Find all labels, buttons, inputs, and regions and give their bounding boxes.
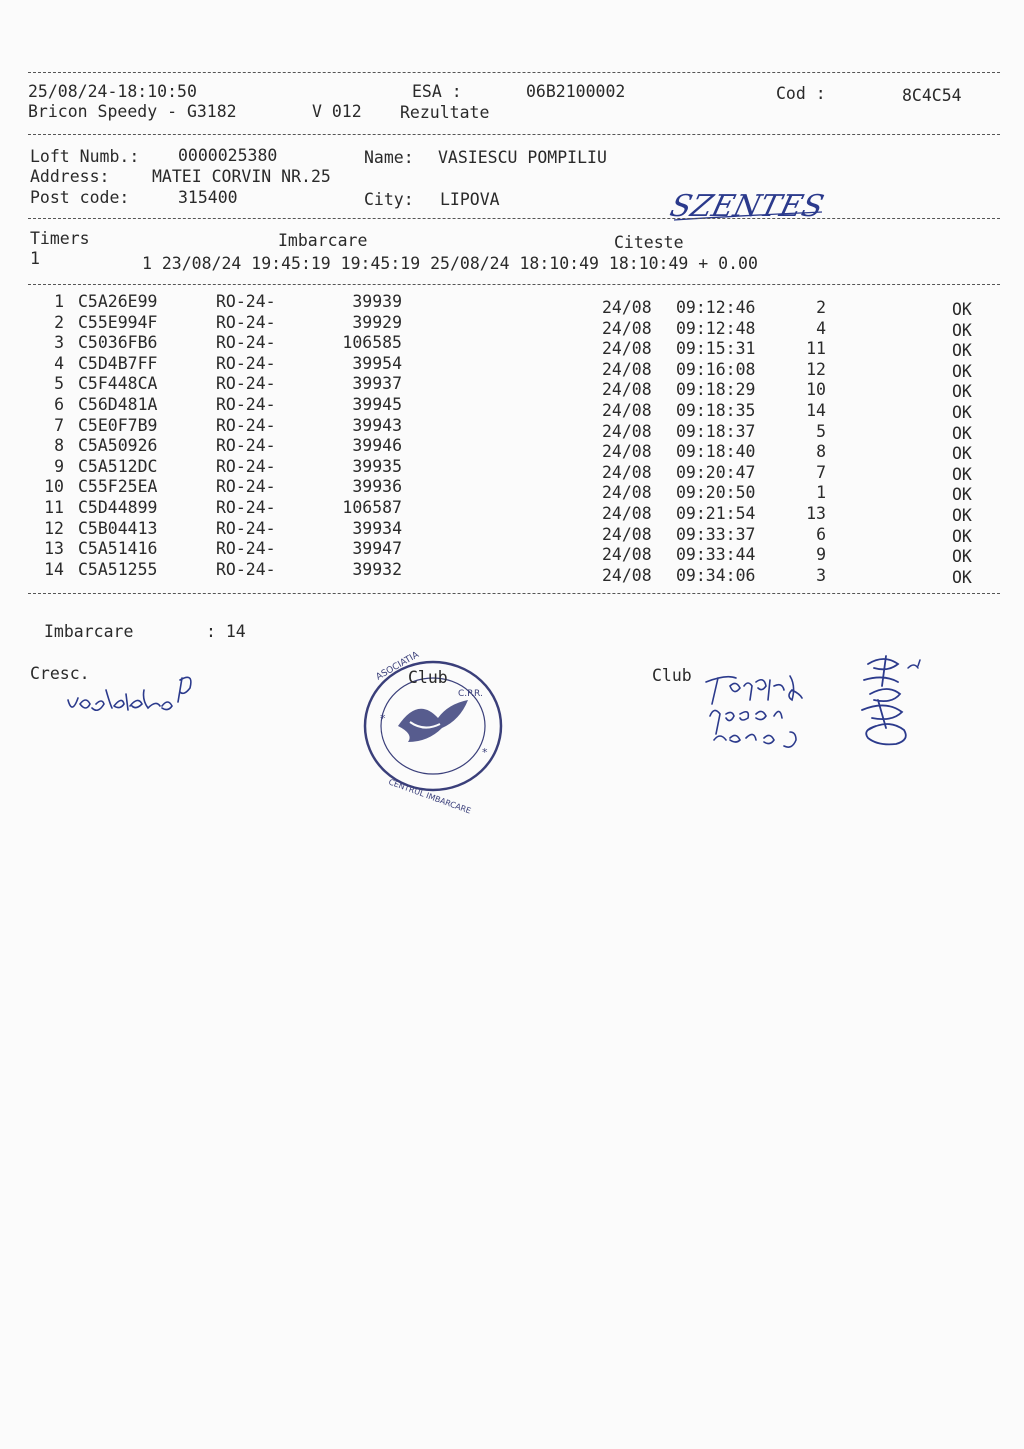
timers-imbarcare-label: Imbarcare (278, 231, 368, 250)
position: 10 (806, 380, 826, 399)
ring-code: C5D4B7FF (78, 354, 158, 373)
arrival-date: 24/08 (602, 339, 652, 358)
ring-code: C5A50926 (78, 436, 158, 455)
row-index: 4 (54, 354, 64, 373)
svg-text:CENTRUL IMBARCARE: CENTRUL IMBARCARE (387, 777, 473, 816)
status: OK (952, 300, 972, 319)
timer-index: 1 (30, 249, 40, 268)
postcode-value: 315400 (178, 188, 238, 207)
ring-country: RO-24- (216, 477, 276, 496)
ring-country: RO-24- (216, 313, 276, 332)
row-index: 10 (44, 477, 64, 496)
table-row (0, 292, 1024, 319)
ring-number: 39935 (352, 457, 402, 476)
ring-code: C56D481A (78, 395, 158, 414)
row-index: 7 (54, 416, 64, 435)
ring-code: C5F448CA (78, 374, 158, 393)
table-row (0, 313, 1024, 340)
row-index: 13 (44, 539, 64, 558)
ring-number: 39934 (352, 519, 402, 538)
ring-number: 39939 (352, 292, 402, 311)
row-index: 3 (54, 333, 64, 352)
ring-country: RO-24- (216, 519, 276, 538)
device-name: Bricon Speedy - G3182 (28, 102, 237, 121)
position: 8 (816, 442, 826, 461)
loft-number-value: 0000025380 (178, 146, 278, 165)
cresc-label: Cresc. (30, 664, 90, 683)
ring-number: 39937 (352, 374, 402, 393)
table-row (0, 560, 1024, 587)
cod-value: 8C4C54 (902, 86, 962, 105)
arrival-date: 24/08 (602, 483, 652, 502)
arrival-time: 09:15:31 (676, 339, 756, 358)
ring-number: 39946 (352, 436, 402, 455)
status: OK (952, 341, 972, 360)
ring-country: RO-24- (216, 395, 276, 414)
ring-number: 106585 (342, 333, 402, 352)
position: 2 (816, 298, 826, 317)
svg-text:*: * (482, 746, 488, 759)
arrival-date: 24/08 (602, 566, 652, 585)
device-version: V 012 (312, 102, 362, 121)
arrival-date: 24/08 (602, 525, 652, 544)
arrival-time: 09:33:44 (676, 545, 756, 564)
status: OK (952, 465, 972, 484)
arrival-time: 09:18:37 (676, 422, 756, 441)
arrival-date: 24/08 (602, 298, 652, 317)
arrival-time: 09:21:54 (676, 504, 756, 523)
arrival-time: 09:34:06 (676, 566, 756, 585)
status: OK (952, 444, 972, 463)
ring-code: C5E0F7B9 (78, 416, 158, 435)
ring-code: C5B04413 (78, 519, 158, 538)
ring-country: RO-24- (216, 498, 276, 517)
esa-label: ESA : (412, 82, 462, 101)
separator-line (28, 72, 1000, 73)
name-value: VASIESCU POMPILIU (438, 148, 607, 167)
svg-text:SZENTES: SZENTES (666, 189, 828, 224)
ring-country: RO-24- (216, 374, 276, 393)
status: OK (952, 506, 972, 525)
city-label: City: (364, 190, 414, 209)
report-type: Rezultate (400, 103, 490, 122)
club-signature-handwriting (700, 656, 840, 760)
name-label: Name: (364, 148, 414, 167)
status: OK (952, 568, 972, 587)
row-index: 6 (54, 395, 64, 414)
arrival-date: 24/08 (602, 545, 652, 564)
esa-value: 06B2100002 (526, 82, 626, 101)
arrival-time: 09:18:40 (676, 442, 756, 461)
table-row (0, 354, 1024, 381)
address-label: Address: (30, 167, 110, 186)
postcode-label: Post code: (30, 188, 130, 207)
status: OK (952, 382, 972, 401)
separator-line (28, 218, 1000, 219)
table-row (0, 498, 1024, 525)
status: OK (952, 321, 972, 340)
table-row (0, 539, 1024, 566)
position: 14 (806, 401, 826, 420)
status: OK (952, 527, 972, 546)
header-timestamp: 25/08/24-18:10:50 (28, 82, 197, 101)
ring-number: 39943 (352, 416, 402, 435)
svg-text:ASOCIATIA: ASOCIATIA (374, 650, 421, 683)
city-value: LIPOVA (440, 190, 500, 209)
table-row (0, 374, 1024, 401)
status: OK (952, 547, 972, 566)
separator-line (28, 284, 1000, 285)
arrival-date: 24/08 (602, 319, 652, 338)
row-index: 1 (54, 292, 64, 311)
svg-text:C.P.R.: C.P.R. (458, 689, 483, 699)
position: 1 (816, 483, 826, 502)
ring-code: C55F25EA (78, 477, 158, 496)
position: 5 (816, 422, 826, 441)
arrival-time: 09:12:46 (676, 298, 756, 317)
table-row (0, 416, 1024, 443)
timer-line: 1 23/08/24 19:45:19 19:45:19 25/08/24 18:10:49 18:10:49 + 0.00 (142, 254, 758, 273)
position: 7 (816, 463, 826, 482)
arrival-date: 24/08 (602, 360, 652, 379)
ring-country: RO-24- (216, 292, 276, 311)
arrival-time: 09:20:50 (676, 483, 756, 502)
arrival-date: 24/08 (602, 504, 652, 523)
arrival-date: 24/08 (602, 401, 652, 420)
position: 12 (806, 360, 826, 379)
ring-number: 106587 (342, 498, 402, 517)
position: 13 (806, 504, 826, 523)
ring-country: RO-24- (216, 539, 276, 558)
ring-code: C5A512DC (78, 457, 158, 476)
ring-country: RO-24- (216, 416, 276, 435)
summary-imbarcare-label: Imbarcare (44, 622, 134, 641)
row-index: 8 (54, 436, 64, 455)
arrival-time: 09:12:48 (676, 319, 756, 338)
status: OK (952, 403, 972, 422)
row-index: 5 (54, 374, 64, 393)
position: 3 (816, 566, 826, 585)
arrival-date: 24/08 (602, 442, 652, 461)
breeder-signature (62, 660, 212, 734)
arrival-time: 09:18:29 (676, 380, 756, 399)
separator-line (28, 134, 1000, 135)
ring-number: 39954 (352, 354, 402, 373)
ring-country: RO-24- (216, 333, 276, 352)
arrival-time: 09:20:47 (676, 463, 756, 482)
ring-country: RO-24- (216, 560, 276, 579)
position: 11 (806, 339, 826, 358)
club-center-label: Club (408, 668, 448, 687)
ring-code: C55E994F (78, 313, 158, 332)
ring-number: 39936 (352, 477, 402, 496)
table-row (0, 477, 1024, 504)
timers-citeste-label: Citeste (614, 233, 684, 252)
ring-country: RO-24- (216, 436, 276, 455)
ring-country: RO-24- (216, 354, 276, 373)
table-row (0, 519, 1024, 546)
row-index: 11 (44, 498, 64, 517)
address-value: MATEI CORVIN NR.25 (152, 167, 331, 186)
ring-code: C5A51416 (78, 539, 158, 558)
table-row (0, 436, 1024, 463)
ring-country: RO-24- (216, 457, 276, 476)
separator-line (28, 593, 1000, 594)
status: OK (952, 485, 972, 504)
ring-code: C5A26E99 (78, 292, 158, 311)
arrival-time: 09:33:37 (676, 525, 756, 544)
ring-code: C5036FB6 (78, 333, 158, 352)
arrival-date: 24/08 (602, 422, 652, 441)
ring-code: C5A51255 (78, 560, 158, 579)
row-index: 2 (54, 313, 64, 332)
status: OK (952, 362, 972, 381)
row-index: 9 (54, 457, 64, 476)
cod-label: Cod : (776, 84, 826, 103)
ring-number: 39932 (352, 560, 402, 579)
table-row (0, 333, 1024, 360)
status: OK (952, 424, 972, 443)
ring-code: C5D44899 (78, 498, 158, 517)
ring-number: 39929 (352, 313, 402, 332)
handwritten-place-note (666, 186, 832, 230)
table-row (0, 457, 1024, 484)
ring-number: 39945 (352, 395, 402, 414)
club-president-signature (848, 650, 948, 764)
row-index: 12 (44, 519, 64, 538)
arrival-date: 24/08 (602, 463, 652, 482)
position: 9 (816, 545, 826, 564)
row-index: 14 (44, 560, 64, 579)
svg-text:*: * (380, 712, 386, 725)
table-row (0, 395, 1024, 422)
summary-imbarcare-value: : 14 (206, 622, 246, 641)
timers-label: Timers (30, 229, 90, 248)
loft-number-label: Loft Numb.: (30, 147, 140, 166)
arrival-time: 09:18:35 (676, 401, 756, 420)
arrival-time: 09:16:08 (676, 360, 756, 379)
position: 6 (816, 525, 826, 544)
position: 4 (816, 319, 826, 338)
ring-number: 39947 (352, 539, 402, 558)
club-right-label: Club (652, 666, 692, 685)
arrival-date: 24/08 (602, 380, 652, 399)
